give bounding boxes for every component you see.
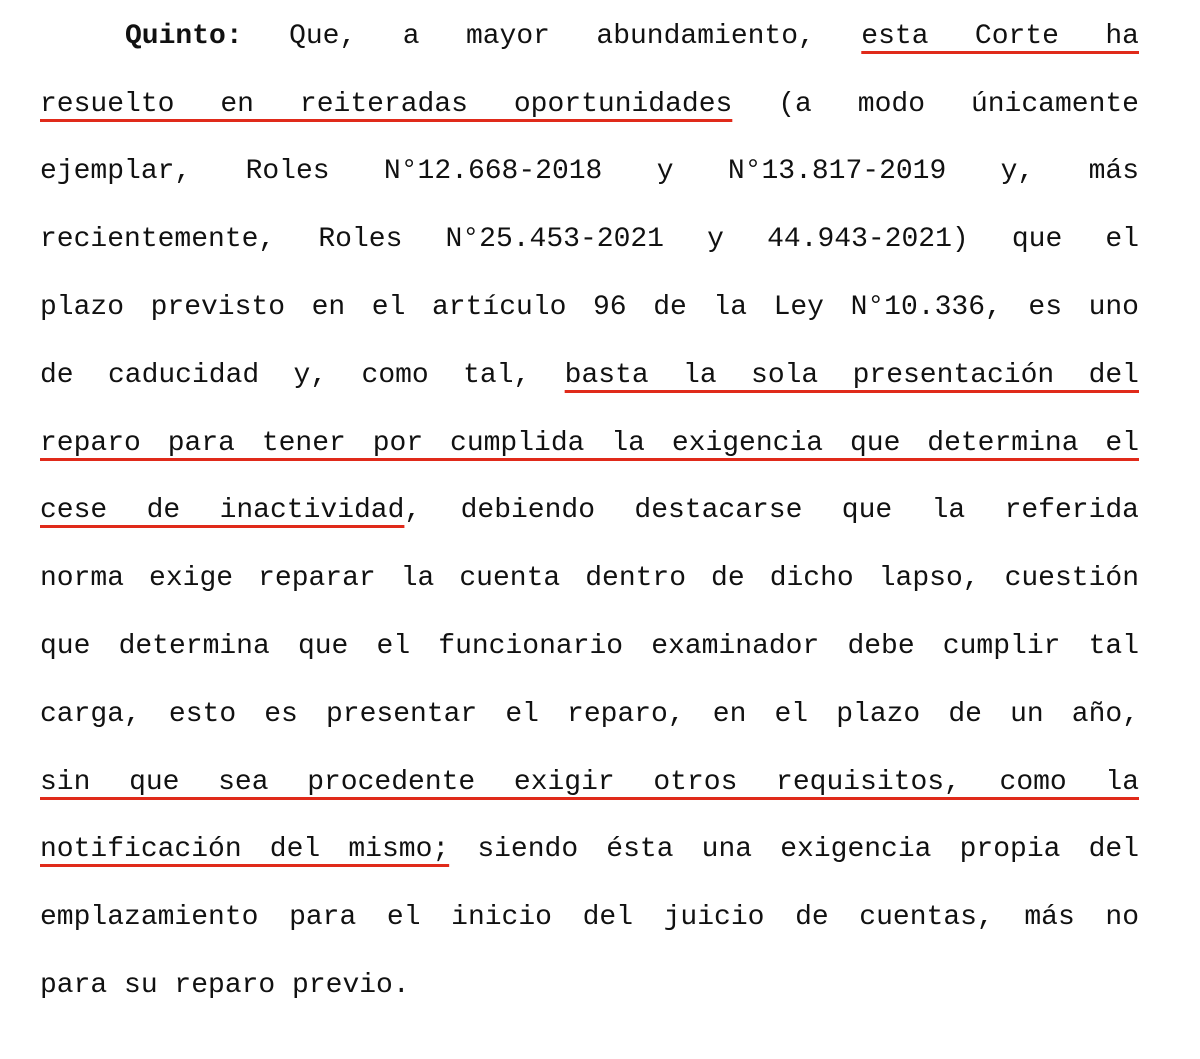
paragraph-line-6	[40, 356, 1139, 396]
line-5-text: plazo previsto en el artículo 96 de la Ley N°10.336, es uno	[40, 292, 1139, 323]
line-2-text: (a modo únicamente	[732, 89, 1139, 120]
line-12-underlined-text: sin que sea procedente exigir otros requisitos, como la	[40, 767, 1139, 798]
paragraph-line-15	[40, 966, 1139, 1006]
line-2-underlined-text: resuelto en reiteradas oportunidades	[40, 89, 733, 120]
paragraph-line-2	[40, 85, 1139, 125]
line-9-text: norma exige reparar la cuenta dentro de dicho lapso, cuestión	[40, 563, 1139, 594]
line-13-text: siendo ésta una exigencia propia del	[449, 834, 1139, 865]
line-3-text: ejemplar, Roles N°12.668-2018 y N°13.817-2019 y, más	[40, 156, 1139, 187]
paragraph-line-4	[40, 220, 1139, 260]
line-7-underlined-text: reparo para tener por cumplida la exigencia que determina el	[40, 428, 1139, 459]
paragraph-line-1	[125, 17, 1139, 57]
paragraph-line-9	[40, 559, 1139, 599]
line-14-text: emplazamiento para el inicio del juicio de cuentas, más no	[40, 902, 1139, 933]
line-15-text: para su reparo previo.	[40, 970, 410, 1001]
paragraph-line-13	[40, 830, 1139, 870]
paragraph-line-12	[40, 763, 1139, 803]
line-8-text: , debiendo destacarse que la referida	[404, 495, 1139, 526]
paragraph-line-5	[40, 288, 1139, 328]
line-6-underlined-text: basta la sola presentación del	[564, 360, 1139, 391]
line-11-text: carga, esto es presentar el reparo, en el plazo de un año,	[40, 699, 1139, 730]
paragraph-line-7	[40, 424, 1139, 464]
line-8-underlined-text: cese de inactividad	[40, 495, 405, 526]
line-10-text: que determina que el funcionario examinador debe cumplir tal	[40, 631, 1139, 662]
line-6-text: de caducidad y, como tal,	[40, 360, 565, 391]
line-13-underlined-text: notificación del mismo;	[40, 834, 450, 865]
paragraph-line-10	[40, 627, 1139, 667]
paragraph-line-11	[40, 695, 1139, 735]
paragraph-line-8	[40, 491, 1139, 531]
paragraph-heading: Quinto:	[125, 21, 243, 52]
paragraph-line-14	[40, 898, 1139, 938]
line-1-underlined-text: esta Corte ha	[861, 21, 1139, 52]
line-1-text: Que, a mayor abundamiento,	[289, 21, 862, 52]
paragraph-line-3	[40, 152, 1139, 192]
line-4-text: recientemente, Roles N°25.453-2021 y 44.943-2021) que el	[40, 224, 1139, 255]
